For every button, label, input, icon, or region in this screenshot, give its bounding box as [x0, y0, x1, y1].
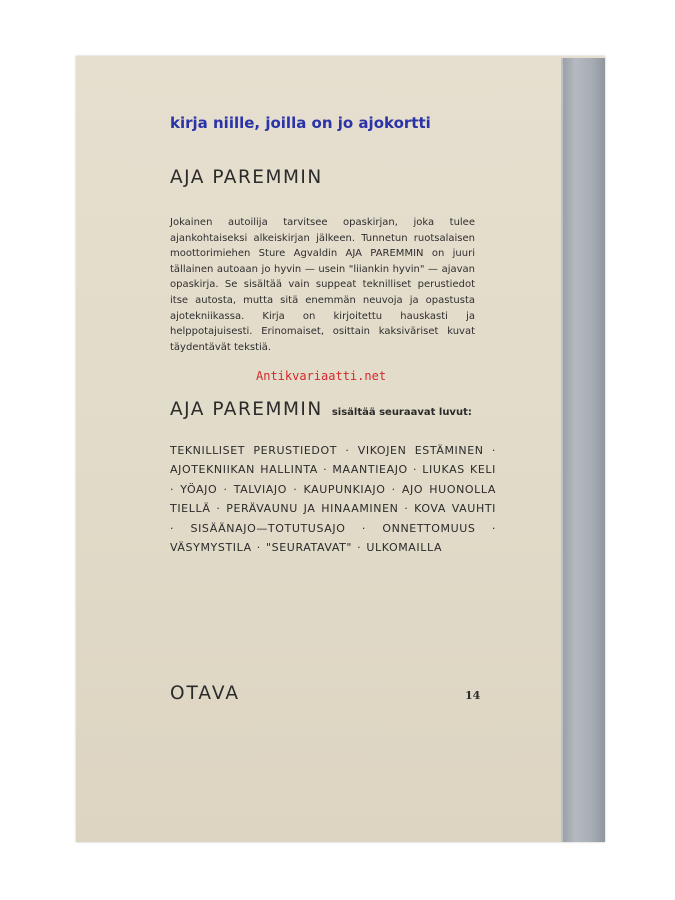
- contents-heading: [170, 399, 472, 420]
- series-number: 14: [465, 689, 481, 702]
- book-description: Jokainen autoilija tarvitsee opaskirjan, joka tulee ajankohtaiseksi alkeiskirjan jälkeen. Tunnetun ruotsalaisen moottorimiehen Sture Agvaldin AJA PAREMMIN on juuri tällainen autoaan jo hyvin — usein "liiankin hyvin" — ajavan opaskirja. Se sisältää vain suppeat teknilliset perustiedot itse autosta, mutta sitä enemmän neuvoja ja opastusta ajotekniikassa. Kirja on kirjoitettu hauskasti ja helppotajuisesti. Erinomaiset, osittain kaksiväriset kuvat täydentävät tekstiä.: [170, 217, 475, 353]
- chapter-list: TEKNILLISET PERUSTIEDOT · VIKOJEN ESTÄMINEN · AJOTEKNIIKAN HALLINTA · MAANTIEAJO · LIUKAS KELI · YÖAJO · TALVIAJO · KAUPUNKIAJO · AJO HUONOLLA TIELLÄ · PERÄVAUNU JA HINAAMINEN · KOVA VAUHTI · SISÄÄNAJO—TOTUTUSAJO · ONNETTOMUUS · VÄSYMYSTILA · "SEURATAVAT" · ULKOMAILLA: [170, 444, 496, 555]
- contents-subtitle: sisältää seuraavat luvut:: [331, 407, 472, 418]
- contents-title: AJA PAREMMIN: [170, 399, 323, 420]
- book-title: AJA PAREMMIN: [170, 167, 323, 188]
- publisher-name: OTAVA: [170, 683, 241, 704]
- book-spine: [563, 58, 605, 842]
- cover-tagline: kirja niille, joilla on jo ajokortti: [170, 114, 431, 132]
- watermark: Antikvariaatti.net: [256, 369, 387, 383]
